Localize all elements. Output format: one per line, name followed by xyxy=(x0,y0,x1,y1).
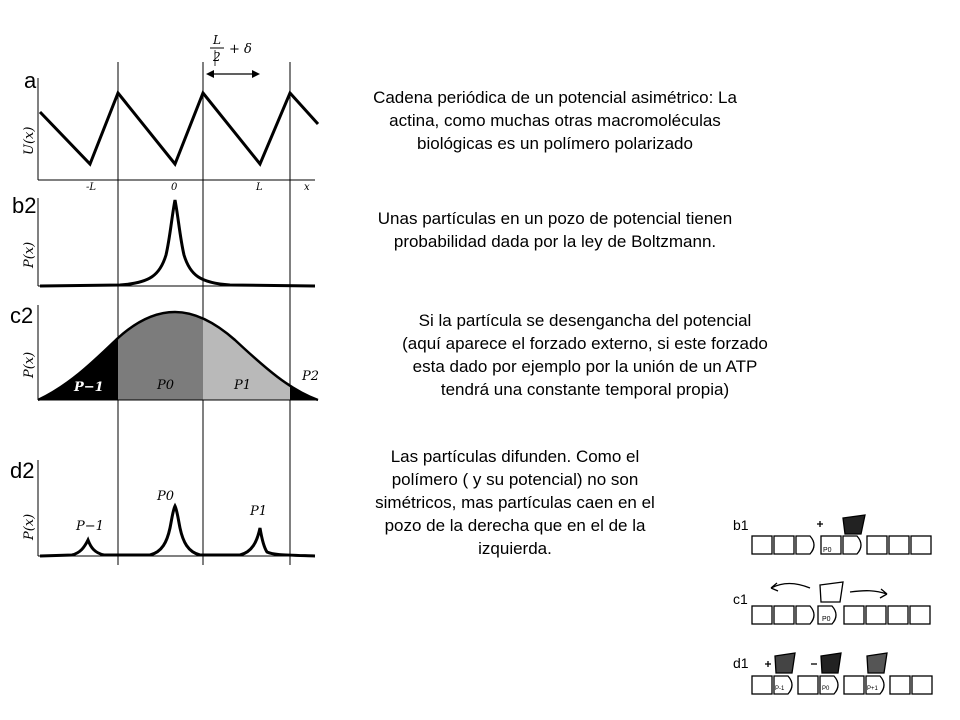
caption-a xyxy=(335,86,775,155)
panel-a-label: a xyxy=(24,68,37,93)
annotation-half-period xyxy=(206,33,260,78)
panel-d2-ylabel: P(x) xyxy=(22,513,37,540)
tick-zero: 0 xyxy=(171,182,178,193)
sketch-d1-blob-right: P+1 xyxy=(867,686,878,692)
sawtooth-potential-curve xyxy=(40,93,318,164)
label-peak-p0: P0 xyxy=(157,489,175,504)
label-peak-p1: P1 xyxy=(250,504,268,519)
sketch-b1-monomer xyxy=(843,515,865,534)
caption-a-line-3: biológicas es un polímero polarizado xyxy=(417,134,693,153)
panel-b2-label: b2 xyxy=(12,193,37,218)
caption-d2 xyxy=(315,445,715,560)
panel-b2-ylabel: P(x) xyxy=(22,241,37,268)
label-p0-region: P0 xyxy=(157,378,175,393)
sketch-c1 xyxy=(733,582,930,624)
panel-c2-plot xyxy=(22,300,320,400)
caption-c2-line-4: tendrá una constante temporal propia) xyxy=(440,380,730,399)
panel-d2-plot xyxy=(22,460,315,556)
tick-minus-l: -L xyxy=(86,182,97,193)
sketch-c1-label: c1 xyxy=(733,591,748,607)
sketch-c1-arrow-left xyxy=(771,583,810,591)
physics-diagram xyxy=(0,0,330,580)
annotation-numerator: L xyxy=(213,33,221,47)
sketch-d1-label: d1 xyxy=(733,655,749,671)
panel-c2-label: c2 xyxy=(10,303,34,328)
panel-a-ylabel: U(x) xyxy=(22,126,37,155)
caption-a-line-1: Cadena periódica de un potencial asimétrico: La xyxy=(373,88,737,107)
polymer-sketches xyxy=(725,490,955,720)
sketch-d1-blob-left: P-1 xyxy=(775,686,785,692)
region-p2 xyxy=(290,300,320,400)
boltzmann-peak-curve xyxy=(40,200,315,286)
sketch-c1-blob-label: P0 xyxy=(822,616,831,623)
caption-b2 xyxy=(335,207,775,253)
sketch-b1 xyxy=(733,515,931,554)
caption-c2 xyxy=(355,309,815,401)
caption-c2-line-1: Si la partícula se desengancha del potencial xyxy=(418,311,752,330)
caption-d2-line-3: simétricos, mas partículas caen en el xyxy=(375,493,655,512)
caption-a-line-2: actina, como muchas otras macromoléculas xyxy=(389,111,721,130)
sketch-b1-label: b1 xyxy=(733,517,749,533)
annotation-denominator: 2 xyxy=(213,50,221,64)
panel-c2-ylabel: P(x) xyxy=(22,351,37,378)
caption-d2-line-5: izquierda. xyxy=(478,539,552,558)
panel-d2-label: d2 xyxy=(10,458,35,483)
annotation-plus-delta: + δ xyxy=(229,42,252,57)
sketch-d1 xyxy=(733,653,932,694)
grid-lines xyxy=(118,62,290,565)
label-p-minus-1: P−1 xyxy=(74,380,104,395)
panel-b2-plot xyxy=(22,198,315,286)
sketch-c1-arrow-right xyxy=(850,589,887,598)
label-p1-region: P1 xyxy=(234,378,252,393)
tick-x: x xyxy=(304,182,310,193)
panel-a-plot xyxy=(22,78,318,193)
caption-d2-line-2: polímero ( y su potencial) no son xyxy=(391,470,639,489)
caption-c2-line-2: (aquí aparece el forzado externo, si este forzado xyxy=(402,334,768,353)
caption-d2-line-4: pozo de la derecha que en el de la xyxy=(384,516,646,535)
sketch-b1-blob-label: P0 xyxy=(823,547,832,554)
caption-b2-line-2: probabilidad dada por la ley de Boltzmann. xyxy=(393,232,717,251)
caption-c2-line-3: esta dado por ejemplo por la unión de un ATP xyxy=(412,357,758,376)
sketch-d1-blob-center: P0 xyxy=(822,686,830,692)
caption-b2-line-1: Unas partículas en un pozo de potencial tienen xyxy=(377,209,733,228)
label-peak-p-minus-1: P−1 xyxy=(76,519,104,534)
caption-d2-line-1: Las partículas difunden. Como el xyxy=(390,447,640,466)
label-p2-region: P2 xyxy=(302,369,320,384)
tick-l: L xyxy=(256,182,263,193)
